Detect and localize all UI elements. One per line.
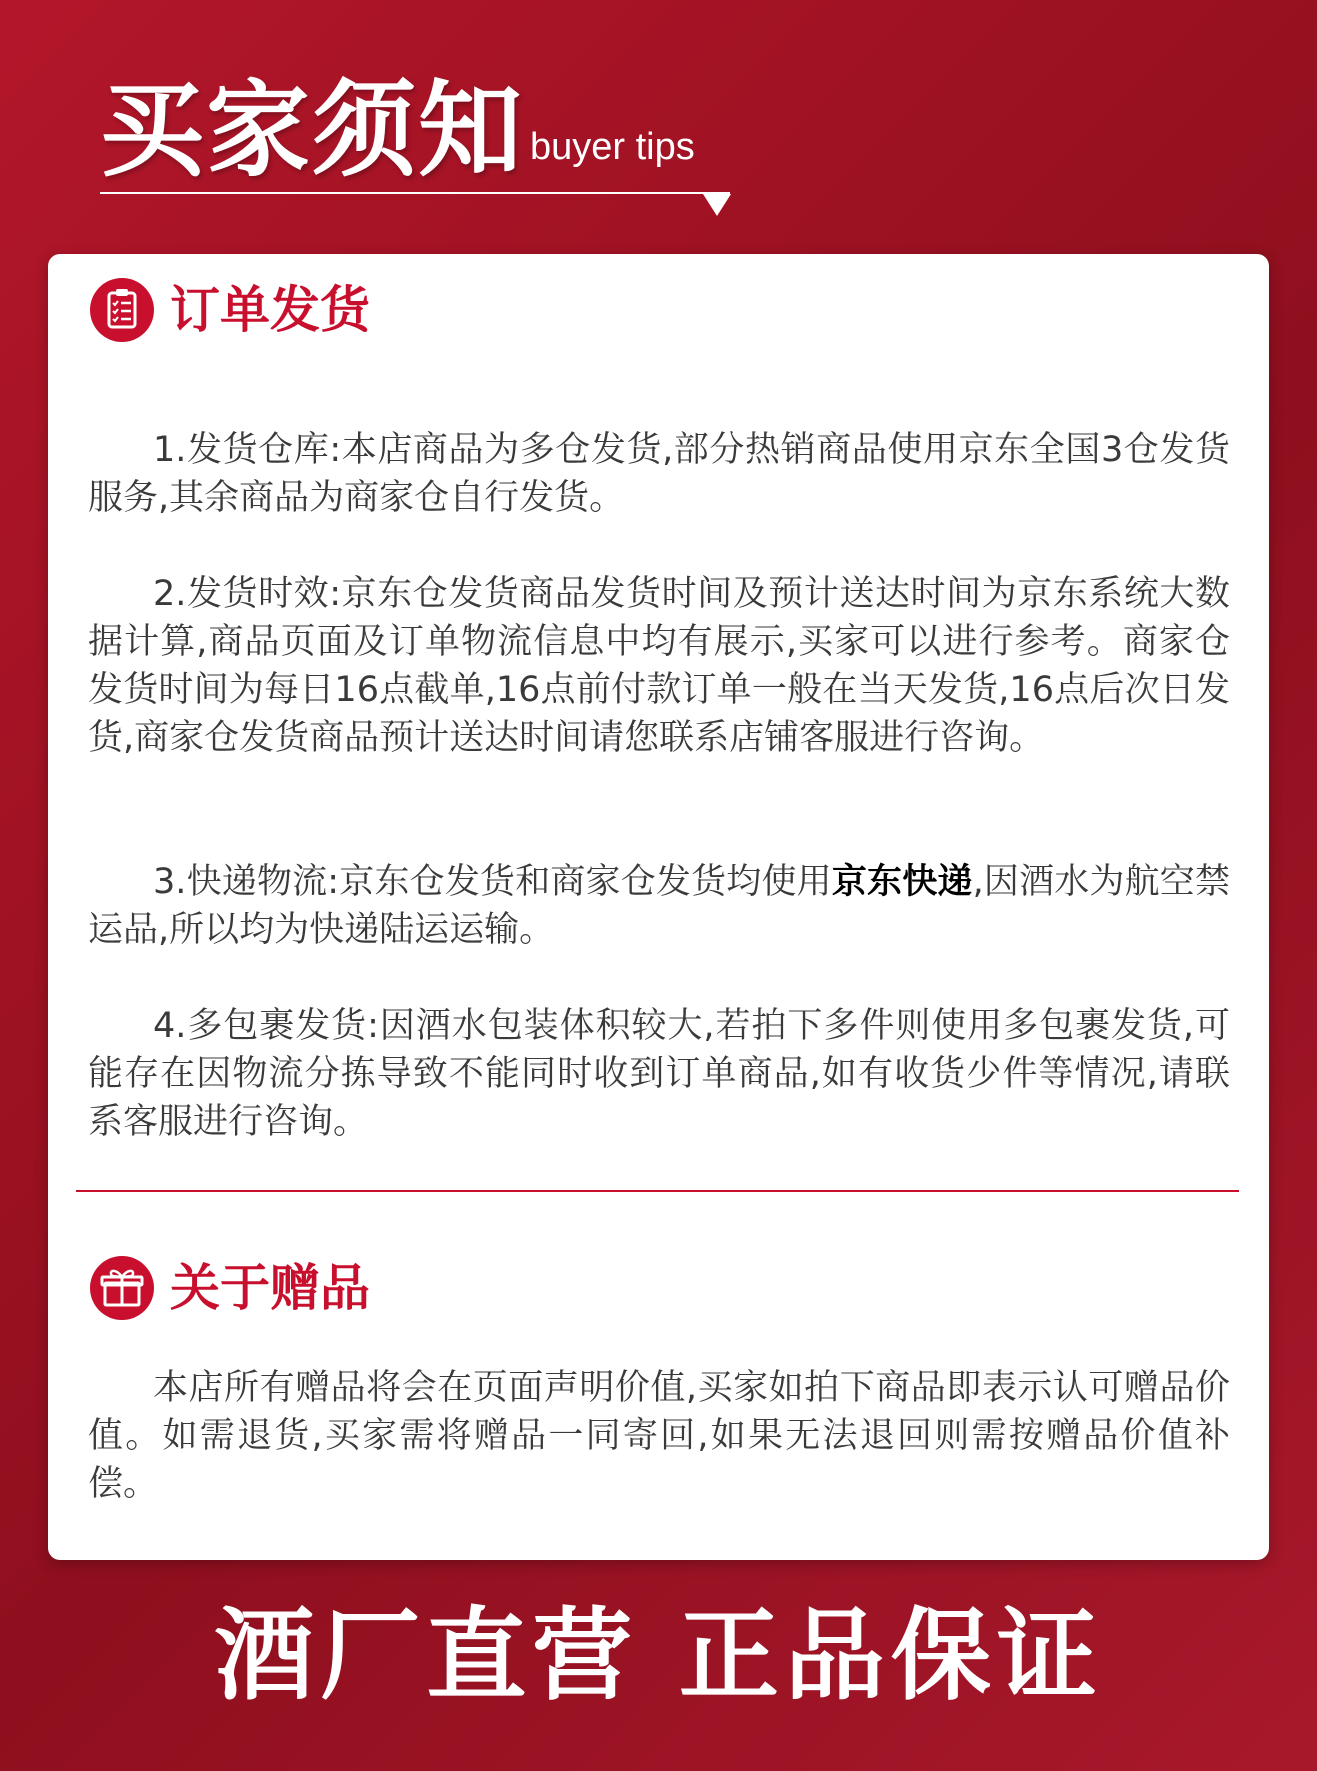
page-subtitle: buyer tips <box>530 126 695 168</box>
order-tip-warehouse: 1.发货仓库:本店商品为多仓发货,部分热销商品使用京东全国3仓发货服务,其余商品为商家仓自行发货。 <box>88 430 1230 518</box>
page-title: 买家须知 <box>100 69 525 191</box>
logistics-text-after: ,因酒水为航空禁运品,所以均为快递陆运运输。 <box>88 862 1230 950</box>
order-tip-logistics <box>88 858 1230 954</box>
header-underline <box>100 192 730 194</box>
section-divider <box>76 1190 1239 1192</box>
gift-policy-text: 本店所有赠品将会在页面声明价值,买家如拍下商品即表示认可赠品价值。如需退货,买家需将赠品一同寄回,如果无法退回则需按赠品价值补偿。 <box>88 1368 1230 1504</box>
page-header <box>100 70 740 230</box>
order-tip-timing: 2.发货时效:京东仓发货商品发货时间及预计送达时间为京东系统大数据计算,商品页面及订单物流信息中均有展示,买家可以进行参考。商家仓发货时间为每日16点截单,16点前付款订单一般在当天发货,16点后次日发货,商家仓发货商品预计送达时间请您联系店铺客服进行咨询。 <box>88 574 1230 758</box>
order-section-title: 订单发货 <box>170 281 370 339</box>
gift-section-title: 关于赠品 <box>170 1259 370 1317</box>
order-tip-multi-package: 4.多包裹发货:因酒水包装体积较大,若拍下多件则使用多包裹发货,可能存在因物流分拣导致不能同时收到订单商品,如有收货少件等情况,请联系客服进行咨询。 <box>88 1006 1230 1142</box>
down-arrow-icon <box>703 194 731 216</box>
logistics-text-before: 3.快递物流:京东仓发货和商家仓发货均使用 <box>153 862 832 902</box>
gift-box-icon <box>90 1256 154 1320</box>
buyer-tips-card <box>48 254 1269 1560</box>
brand-slogan: 酒厂直营 正品保证 <box>214 1597 1103 1714</box>
jd-express-highlight: 京东快递 <box>831 862 973 902</box>
clipboard-checklist-icon <box>90 278 154 342</box>
